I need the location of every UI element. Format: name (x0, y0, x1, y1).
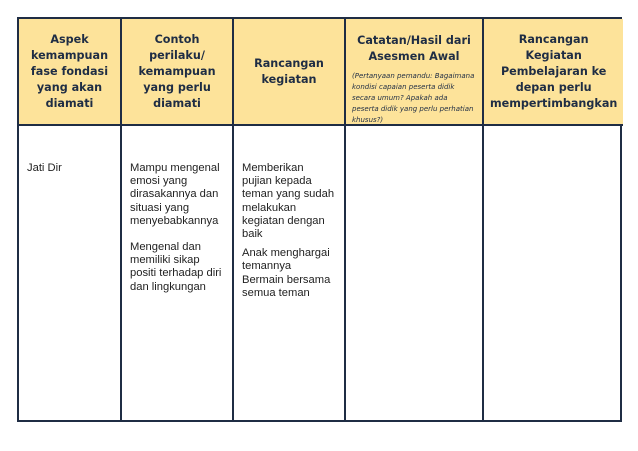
rancangan-text-2: Anak menghargai temannya (242, 247, 330, 273)
header-aspek (19, 19, 122, 126)
assessment-table (17, 17, 622, 422)
rancangan-text-1: Memberikan pujian kepada teman yang sudah melakukan kegiatan dengan baik (242, 162, 335, 241)
header-contoh-label: Contoh perilaku/ kemampuan yang perlu diamati (138, 32, 216, 110)
contoh-text-2: Mengenal dan memiliki sikap positi terhadap diri dan lingkungan (130, 241, 222, 293)
cell-aspek (19, 126, 122, 420)
header-catatan-label: Catatan/Hasil dari Asesmen Awal (357, 34, 471, 63)
header-rancangan (234, 19, 346, 126)
header-aspek-label: Aspek kemampuan fase fondasi yang akan diamati (30, 32, 109, 110)
header-catatan (346, 19, 484, 126)
cell-rancangan (234, 126, 346, 420)
header-catatan-note: (Pertanyaan pemandu: Bagaimana kondisi capaian peserta didik secara umum? Apakah ada peserta didik yang perlu perhatian khusus?) (352, 72, 475, 124)
header-rancangan-label: Rancangan kegiatan (254, 56, 324, 86)
contoh-text-1: Mampu mengenal emosi yang dirasakannya dan situasi yang menyebabkannya (130, 162, 220, 227)
cell-contoh (122, 126, 234, 420)
header-rencana (484, 19, 623, 126)
rancangan-text-3: Bermain bersama semua teman (242, 273, 331, 299)
aspek-text: Jati Dir (27, 162, 62, 174)
cell-catatan (346, 126, 484, 420)
cell-rencana (484, 126, 623, 420)
header-rencana-label: Rancangan Kegiatan Pembelajaran ke depan perlu mempertimbangkan (490, 32, 618, 110)
header-contoh (122, 19, 234, 126)
